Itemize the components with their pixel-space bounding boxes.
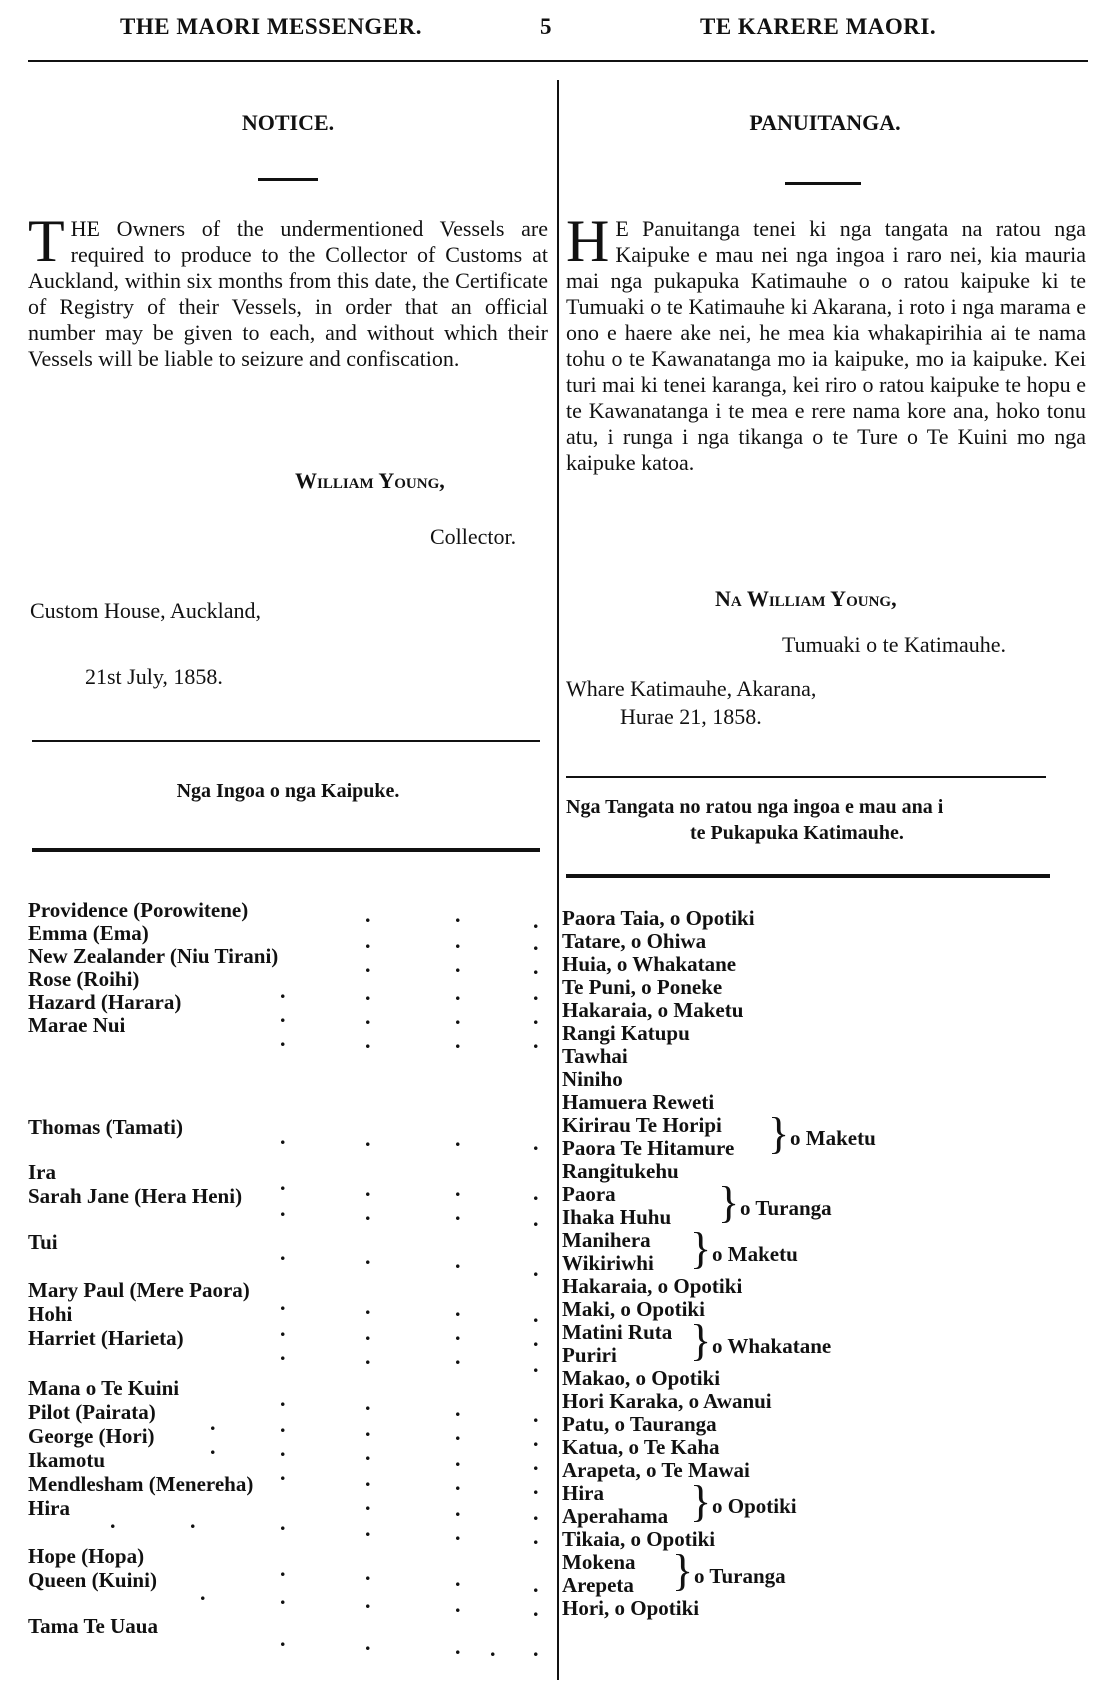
owner-item: Paora [562, 1182, 616, 1206]
maori-signatory: Na William Young, [715, 586, 897, 611]
column-divider [557, 80, 559, 1680]
vessel-item: Hazard (Harara) [28, 990, 182, 1014]
english-title-rule [258, 178, 318, 181]
english-dropcap: T [28, 208, 65, 274]
header-left: THE MAORI MESSENGER. [120, 14, 423, 39]
vessel-item: Rose (Roihi) [28, 967, 140, 991]
english-signatory: William Young, [295, 468, 445, 493]
vessel-item: New Zealander (Niu Tirani) [28, 944, 279, 968]
english-date: 21st July, 1858. [85, 664, 223, 689]
maori-list-heading-2: te Pukapuka Katimauhe. [690, 822, 904, 844]
maori-rule-2 [566, 874, 1050, 878]
maori-title-rule [785, 182, 861, 185]
owner-item: Rangi Katupu [562, 1021, 690, 1045]
owner-item: Paora Te Hitamure [562, 1136, 735, 1160]
maori-list-heading-1: Nga Tangata no ratou nga ingoa e mau ana i [566, 796, 944, 818]
english-rule-2 [32, 848, 540, 852]
vessel-item: Hope (Hopa) [28, 1544, 145, 1568]
owner-item: Wikiriwhi [562, 1251, 654, 1275]
owner-item: Rangitukehu [562, 1159, 679, 1183]
maori-place: Whare Katimauhe, Akarana, [566, 676, 817, 701]
owner-item: Paora Taia, o Opotiki [562, 906, 755, 930]
owner-item: Te Puni, o Poneke [562, 975, 723, 999]
group-label: o Maketu [712, 1242, 798, 1266]
owner-item: Tawhai [562, 1044, 628, 1068]
vessel-item: Hohi [28, 1302, 73, 1326]
vessel-item: Hira [28, 1496, 70, 1520]
group-brace: } [718, 1178, 740, 1227]
owner-item: Patu, o Tauranga [562, 1412, 717, 1436]
maori-dropcap: H [566, 208, 610, 274]
header-rule [28, 60, 1088, 62]
english-role: Collector. [430, 524, 517, 549]
owner-item: Manihera [562, 1228, 651, 1252]
page-number: 5 [540, 14, 552, 39]
header-right: TE KARERE MAORI. [700, 14, 937, 39]
vessel-item: Marae Nui [28, 1013, 126, 1037]
vessel-item: Mendlesham (Menereha) [28, 1472, 254, 1496]
owner-item: Katua, o Te Kaha [562, 1435, 720, 1459]
maori-title: PANUITANGA. [749, 110, 901, 135]
vessel-item: Providence (Porowitene) [28, 898, 249, 922]
group-label: o Opotiki [712, 1494, 797, 1518]
english-body-text: HE Owners of the undermentioned Vessels are required to produce to the Collector of Customs at Auckland, within six months from this date, the Certificate of Registry of their Vessels, in order that an official number may be given to each, and without which their Vessels will be liable to seizure and confiscation. [28, 216, 548, 371]
vessel-item: Queen (Kuini) [28, 1568, 157, 1592]
maori-body-text: E Panuitanga tenei ki nga tangata na ratou nga Kaipuke e mau nei nga ingoa i raro nei, kia mauria mai nga pukapuka Katimauhe o o ratou kaipuke ki te Tumuaki o te Katimauhe ki Akarana, i roto i nga marama e ono e haere ake nei, he mea kia whakapirihia ai te nama tohu o te Kawanatanga mo ia kaipuke, mo ia kaipuke. Kei turi mai ki tenei karanga, kei riro o ratou kaipuke te hopu e te Kawanatanga i te mea e rere nama kore ana, hoko tonu atu, i runga i nga tikanga o te Ture o Te Kuini mo nga kaipuke katoa. [566, 216, 1086, 475]
maori-rule-1 [566, 776, 1046, 778]
vessel-item: Thomas (Tamati) [28, 1115, 183, 1139]
owner-item: Kirirau Te Horipi [562, 1113, 722, 1137]
vessel-item: Tama Te Uaua [28, 1614, 158, 1638]
owner-item: Makao, o Opotiki [562, 1366, 721, 1390]
owner-item: Maki, o Opotiki [562, 1297, 705, 1321]
group-label: o Whakatane [712, 1334, 832, 1358]
owner-item: Tatare, o Ohiwa [562, 929, 707, 953]
owner-item: Hakaraia, o Maketu [562, 998, 744, 1022]
vessel-item: Harriet (Harieta) [28, 1326, 184, 1350]
vessel-item: Sarah Jane (Hera Heni) [28, 1184, 243, 1208]
owner-item: Aperahama [562, 1504, 669, 1528]
owner-item: Hori, o Opotiki [562, 1596, 700, 1620]
maori-notice-body [566, 208, 1086, 476]
owner-item: Tikaia, o Opotiki [562, 1527, 716, 1551]
vessel-item: Emma (Ema) [28, 921, 149, 945]
owner-item: Hamuera Reweti [562, 1090, 715, 1114]
english-title: NOTICE. [241, 110, 335, 135]
group-brace: } [768, 1109, 790, 1158]
english-rule-1 [32, 740, 540, 742]
vessel-item: Pilot (Pairata) [28, 1400, 156, 1424]
owner-item: Puriri [562, 1343, 617, 1367]
owner-item: Hakaraia, o Opotiki [562, 1274, 743, 1298]
owner-item: Ihaka Huhu [562, 1205, 672, 1229]
vessel-item: George (Hori) [28, 1424, 155, 1448]
owner-item: Hori Karaka, o Awanui [562, 1389, 772, 1413]
english-notice-body [28, 208, 548, 372]
group-brace: } [672, 1546, 694, 1595]
owner-item: Hira [562, 1481, 604, 1505]
vessel-item: Ikamotu [28, 1448, 106, 1472]
vessel-item: Tui [28, 1230, 58, 1254]
owner-item: Mokena [562, 1550, 636, 1574]
group-label: o Turanga [694, 1564, 786, 1588]
vessel-item: Ira [28, 1160, 56, 1184]
vessel-item: Mana o Te Kuini [28, 1376, 180, 1400]
owner-item: Arepeta [562, 1573, 634, 1597]
maori-role: Tumuaki o te Katimauhe. [782, 632, 1007, 657]
owner-item: Matini Ruta [562, 1320, 673, 1344]
owner-item: Niniho [562, 1067, 623, 1091]
owner-item: Huia, o Whakatane [562, 952, 737, 976]
owner-item: Arapeta, o Te Mawai [562, 1458, 750, 1482]
group-brace: } [690, 1316, 712, 1365]
group-label: o Turanga [740, 1196, 832, 1220]
maori-date: Hurae 21, 1858. [620, 704, 762, 729]
english-list-heading: Nga Ingoa o nga Kaipuke. [176, 780, 400, 802]
group-label: o Maketu [790, 1126, 876, 1150]
group-brace: } [690, 1477, 712, 1526]
english-place: Custom House, Auckland, [30, 598, 261, 623]
group-brace: } [690, 1224, 712, 1273]
vessel-item: Mary Paul (Mere Paora) [28, 1278, 250, 1302]
